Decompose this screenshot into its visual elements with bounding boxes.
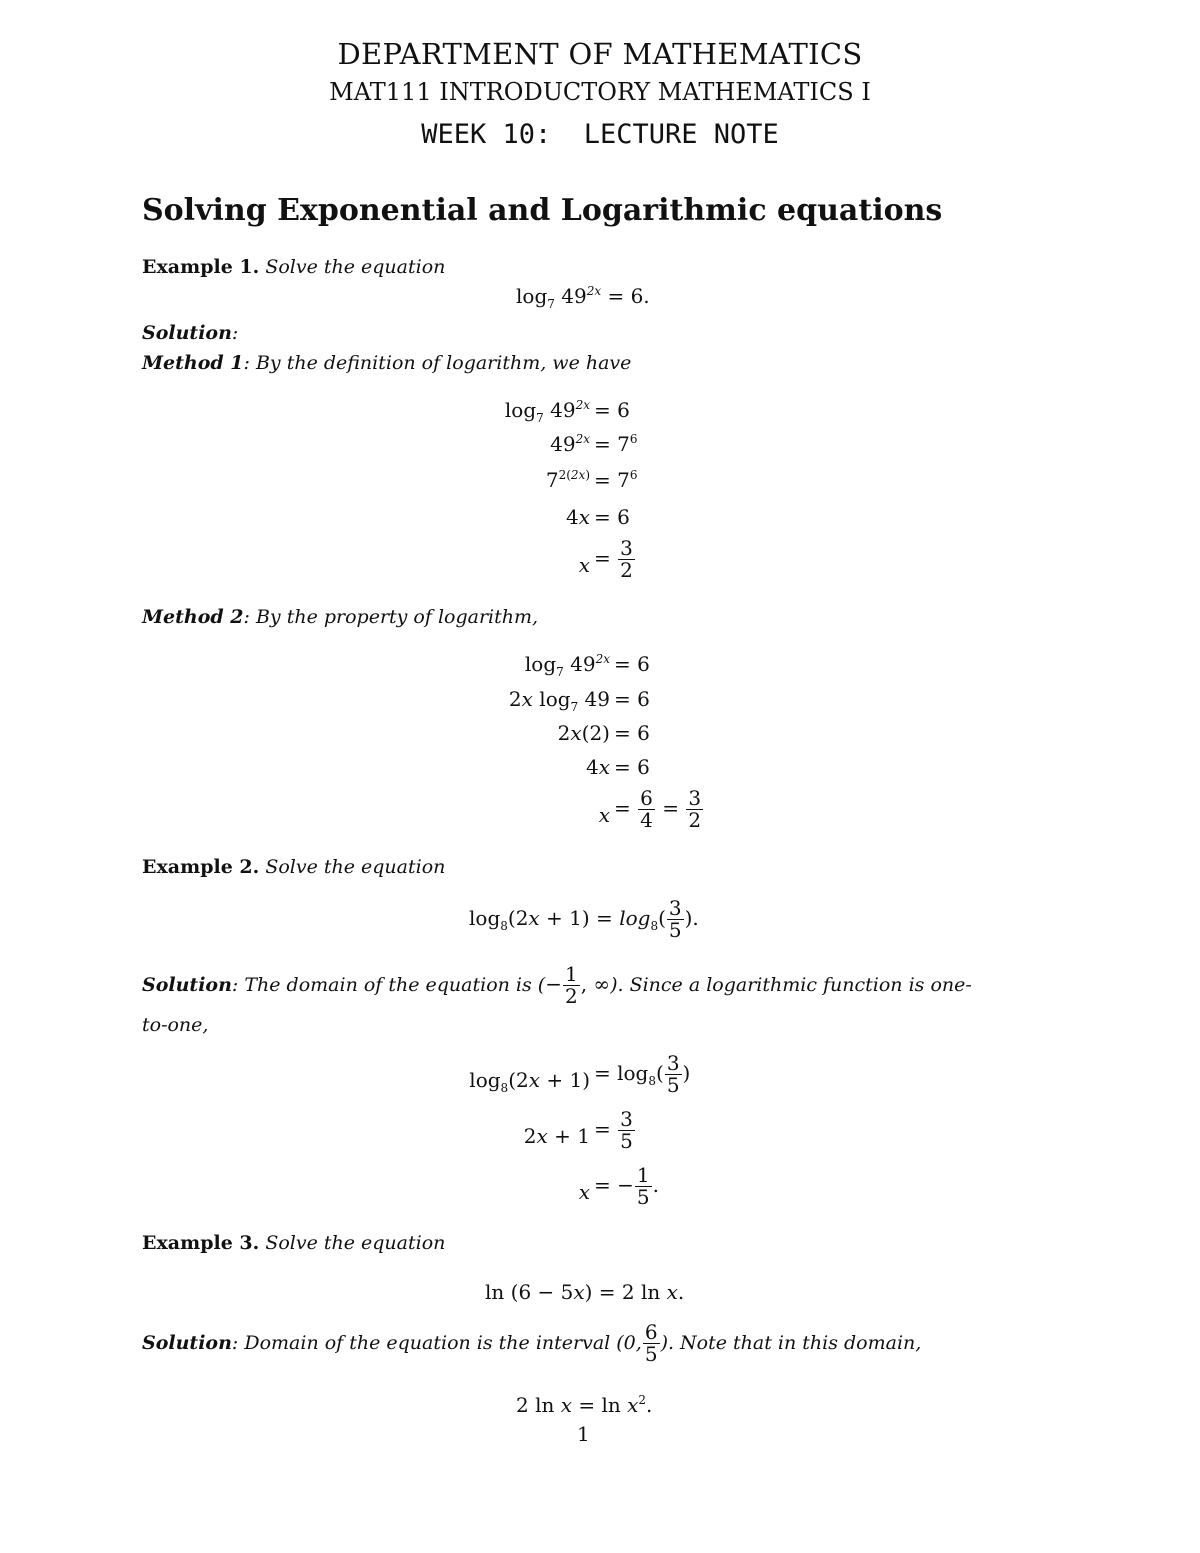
m1-step4-rhs: = 6: [594, 505, 630, 529]
m1-step3-rhs: = $7^6$: [594, 468, 638, 492]
example-2-instruction: Solve the equation: [265, 856, 446, 878]
example-2-prompt: [142, 856, 445, 878]
example-2-solution-cont: to-one,: [142, 1014, 209, 1036]
m2-step4-rhs: = 6: [614, 755, 650, 779]
method-1-line: Method 1: By the definition of logarithm, we have: [142, 352, 632, 374]
example-1-label: Example 1.: [142, 256, 260, 278]
example-3-identity: 2 $\ln x = \ln x^2$.: [516, 1393, 653, 1417]
method-1-label: Method 1: [142, 352, 244, 374]
method-2-label: Method 2: [142, 606, 244, 628]
example-2-equation: $\log_8(2x + 1) = \log_8$( $\frac{3}{5}$ ).: [469, 896, 699, 942]
week-heading: WEEK 10: LECTURE NOTE: [421, 119, 779, 150]
section-title: Solving Exponential and Logarithmic equations: [142, 193, 943, 228]
example-3-equation: ln (6 − 5x) = 2 ln x.: [485, 1280, 685, 1304]
example-3-label: Example 3.: [142, 1232, 260, 1254]
department-heading: DEPARTMENT OF MATHEMATICS: [337, 37, 863, 71]
example-1-instruction: Solve the equation: [265, 256, 446, 278]
m2-step4-lhs: 4x: [585, 755, 610, 779]
method-2-line: Method 2: By the property of logarithm,: [142, 606, 539, 628]
example-3-solution-line: Solution: Domain of the equation is the interval (0, $\frac{6}{5}$ ). Note that in this domain,: [142, 1320, 922, 1366]
m1-step1-rhs: = 6: [594, 398, 630, 422]
m2-step1-rhs: = 6: [614, 652, 650, 676]
m2-step5-lhs: x: [598, 803, 610, 827]
example-3-prompt: [142, 1232, 445, 1254]
m1-step5-lhs: x: [578, 553, 590, 577]
m1-step2-lhs: $49^{2x}$: [550, 432, 590, 456]
m1-step1-lhs: $\log_7 49^{2x}$: [504, 398, 590, 425]
ex2-step1-rhs: = $\log_8$( $\frac{3}{5}$ ): [594, 1051, 691, 1097]
m2-step3-rhs: = 6: [614, 721, 650, 745]
m2-step3-lhs: 2x(2): [557, 721, 610, 745]
ex2-step3-rhs: = − $\frac{1}{5}$ .: [594, 1163, 659, 1209]
page-number: 1: [577, 1422, 590, 1446]
m1-step3-lhs: $7^{2(2x)}$: [545, 468, 590, 492]
m1-step2-rhs: = $7^6$: [594, 432, 638, 456]
ex2-step2-lhs: 2x + 1: [523, 1124, 590, 1148]
m2-step5-rhs: = $\frac{6}{4}$ = $\frac{3}{2}$: [614, 786, 702, 832]
ex2-step2-rhs: = $\frac{3}{5}$: [594, 1107, 633, 1153]
example-1-solution-label: Solution:: [142, 322, 239, 344]
course-heading: MAT111 INTRODUCTORY MATHEMATICS I: [329, 78, 871, 106]
example-2-solution-line: Solution: The domain of the equation is (− $\frac{1}{2}$ , ∞). Since a logarithmic function is one-: [142, 962, 972, 1008]
m1-step5-rhs: = $\frac{3}{2}$: [594, 536, 633, 582]
example-3-instruction: Solve the equation: [265, 1232, 446, 1254]
m2-step2-lhs: 2x $\log_7 49$: [508, 687, 610, 714]
ex2-step1-lhs: $\log_8(2x + 1)$: [469, 1068, 590, 1095]
m1-step4-lhs: 4x: [565, 505, 590, 529]
m2-step1-lhs: $\log_7 49^{2x}$: [524, 652, 610, 679]
example-1-prompt: [142, 256, 445, 278]
m2-step2-rhs: = 6: [614, 687, 650, 711]
ex2-step3-lhs: x: [578, 1180, 590, 1204]
example-1-equation: $\log_7 49^{2x} = 6$.: [516, 284, 650, 311]
example-2-label: Example 2.: [142, 856, 260, 878]
